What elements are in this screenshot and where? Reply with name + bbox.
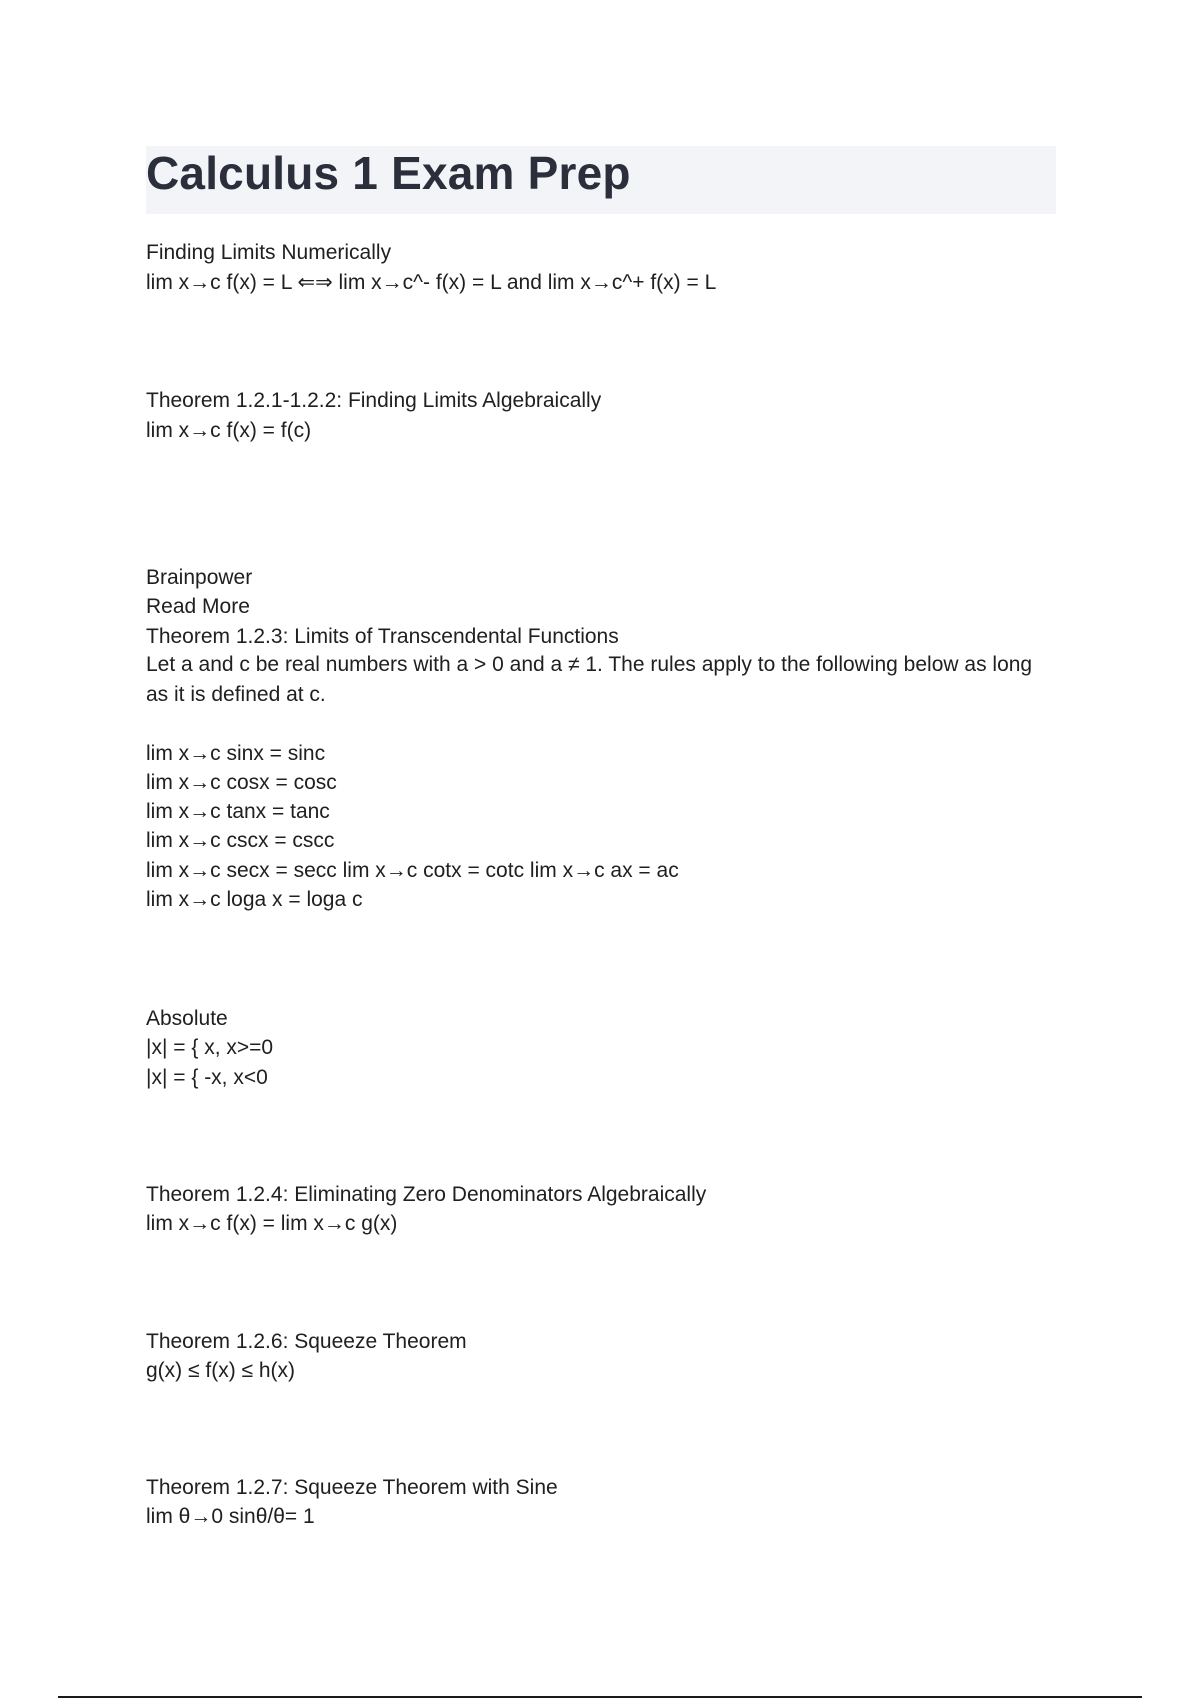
bottom-divider	[58, 1696, 1142, 1698]
section-heading-zero-denominators: Theorem 1.2.4: Eliminating Zero Denominators Algebraically	[146, 1183, 707, 1206]
section-heading-absolute: Absolute	[146, 1007, 228, 1030]
formula-sec-cot-exp: lim x→c secx = secc lim x→c cotx = cotc lim x→c ax = ac	[146, 859, 679, 882]
formula-absolute-positive: |x| = { x, x>=0	[146, 1036, 274, 1059]
formula-squeeze-sine: lim θ→0 sinθ/θ= 1	[146, 1505, 315, 1528]
formula-sin: lim x→c sinx = sinc	[146, 742, 326, 765]
section-heading-squeeze-sine: Theorem 1.2.7: Squeeze Theorem with Sine	[146, 1476, 558, 1499]
formula-csc: lim x→c cscx = cscc	[146, 829, 335, 852]
section-heading-transcendental: Theorem 1.2.3: Limits of Transcendental Functions	[146, 625, 619, 648]
formula-cos: lim x→c cosx = cosc	[146, 771, 337, 794]
formula-absolute-negative: |x| = { -x, x<0	[146, 1066, 268, 1089]
formula-zero-denominators: lim x→c f(x) = lim x→c g(x)	[146, 1212, 398, 1235]
section-heading-squeeze: Theorem 1.2.6: Squeeze Theorem	[146, 1330, 467, 1353]
formula-log: lim x→c loga x = loga c	[146, 888, 363, 911]
section-heading-algebraic: Theorem 1.2.1-1.2.2: Finding Limits Algebraically	[146, 389, 602, 412]
formula-tan: lim x→c tanx = tanc	[146, 800, 330, 823]
transcendental-description: Let a and c be real numbers with a > 0 and a ≠ 1. The rules apply to the following below as long as it is defined at c.	[146, 653, 1033, 706]
read-more-link[interactable]: Read More	[146, 595, 250, 618]
formula-squeeze: g(x) ≤ f(x) ≤ h(x)	[146, 1359, 296, 1382]
section-heading-numerical: Finding Limits Numerically	[146, 241, 392, 264]
formula-algebraic: lim x→c f(x) = f(c)	[146, 419, 312, 442]
page-title: Calculus 1 Exam Prep	[146, 147, 631, 199]
brainpower-label: Brainpower	[146, 566, 253, 589]
formula-numerical: lim x→c f(x) = L ⇐⇒ lim x→c^- f(x) = L and lim x→c^+ f(x) = L	[146, 271, 717, 294]
